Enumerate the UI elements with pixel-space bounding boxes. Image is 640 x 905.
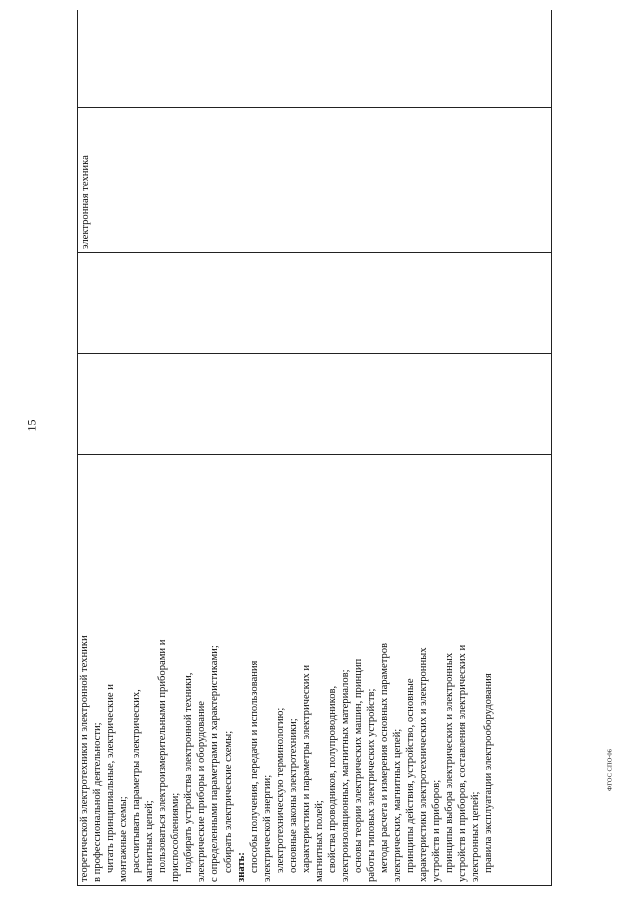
page-number: 15 xyxy=(24,419,39,432)
knowledge-skills-cell xyxy=(78,455,552,886)
text-line: устройств и приборов; xyxy=(431,779,443,882)
text-line: с определенными параметрами и характеристиками; xyxy=(209,645,221,882)
text-line: способы получения, передачи и использования xyxy=(248,660,260,873)
footer xyxy=(590,0,630,905)
discipline-name-cell xyxy=(78,108,552,253)
text-line: характеристики и параметры электрических и xyxy=(300,664,312,873)
text-line: электрической энергии; xyxy=(261,774,273,882)
table-row xyxy=(78,10,552,886)
discipline-name: электронная техника xyxy=(80,155,91,249)
text-line: основные законы электротехники; xyxy=(287,718,299,873)
text-line: электроизоляционных, магнитных материалов; xyxy=(339,669,351,882)
text-line: электротехническую терминологию; xyxy=(274,707,286,873)
text-line: собирать электрические схемы; xyxy=(222,730,234,873)
text-line: рассчитывать параметры электрических, xyxy=(131,689,143,873)
table-frame xyxy=(77,10,552,886)
hours-required-cell xyxy=(78,253,552,354)
text-line: магнитных полей; xyxy=(313,800,325,882)
text-line: теоретической электротехники и электронной техники xyxy=(79,635,90,882)
rotated-table xyxy=(77,10,552,886)
text-line: читать принципиальные, электрические и xyxy=(105,684,117,873)
text-line: электрические приборы и оборудование xyxy=(196,700,208,882)
hours-max-cell xyxy=(78,354,552,455)
text-line: методы расчета и измерения основных параметров xyxy=(379,642,391,873)
text-line: устройств и приборов, составления электрических и xyxy=(457,644,469,882)
text-line: подбирать устройства электронной техники, xyxy=(183,672,195,873)
text-line: основы теории электрических машин, принцип xyxy=(352,658,364,873)
text-line: характеристики электротехнических и электронных xyxy=(418,647,430,882)
text-line: работы типовых электрических устройств; xyxy=(366,688,378,882)
text-line: электрических, магнитных цепей; xyxy=(392,728,404,882)
competence-codes-cell xyxy=(78,10,552,108)
text-line: свойства проводников, полупроводников, xyxy=(326,685,338,873)
text-line: магнитных цепей; xyxy=(144,800,156,882)
text-line: принципы действия, устройство, основные xyxy=(405,678,417,873)
text-line: приспособлениями; xyxy=(170,792,182,882)
text-line: пользоваться электроизмерительными приборами и xyxy=(157,639,169,873)
text-line: монтажные схемы; xyxy=(118,796,130,882)
text-line: электронных цепей; xyxy=(470,791,482,882)
knowledge-skills-text xyxy=(78,455,496,885)
footer-code: ФГОС СПО-06 xyxy=(606,749,614,791)
text-line: правила эксплуатации электрооборудования xyxy=(483,673,495,873)
curriculum-table xyxy=(77,10,552,886)
text-line: принципы выбора электрических и электронных xyxy=(444,652,456,873)
text-line: в профессиональной деятельности; xyxy=(92,722,104,882)
text-line: знать: xyxy=(235,852,247,882)
